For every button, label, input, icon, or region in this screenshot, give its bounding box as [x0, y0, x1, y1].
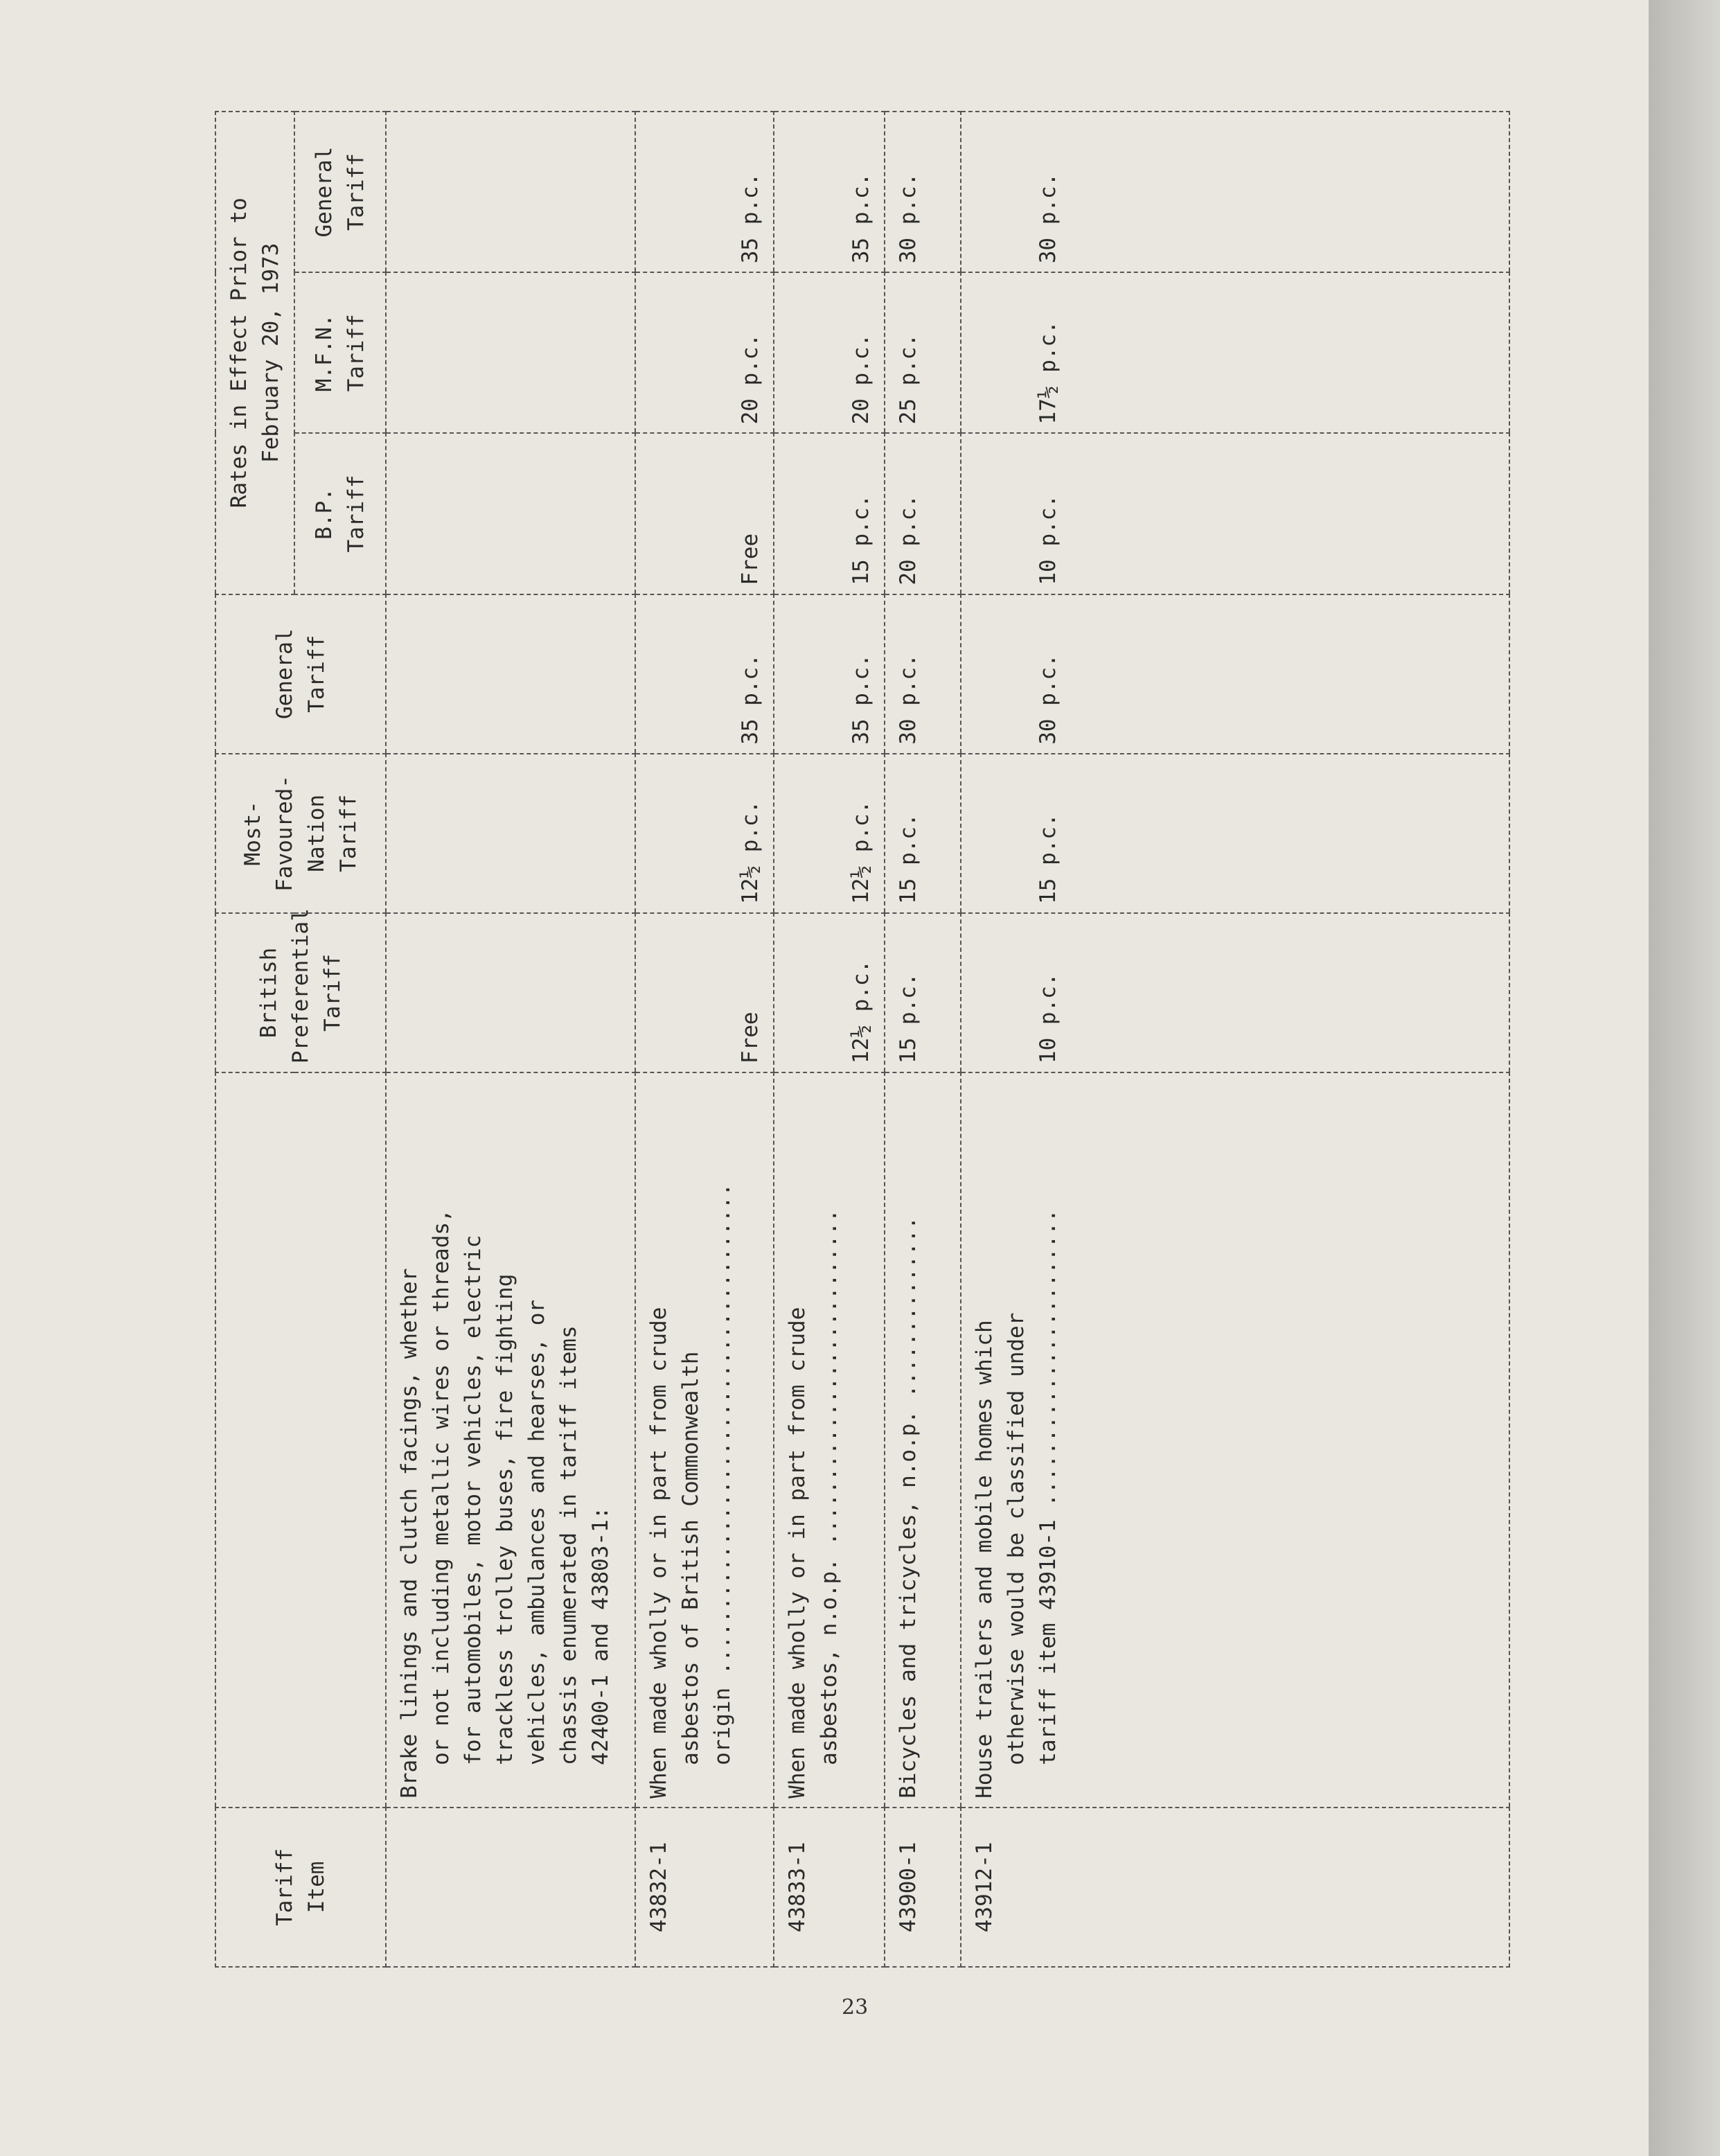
- description-line: Brake linings and clutch facings, whether: [397, 1268, 422, 1799]
- rate-general: 35 p.c.: [635, 594, 774, 754]
- description-line: asbestos, n.o.p. ..........................: [817, 1209, 842, 1765]
- rate-bp: Free: [635, 913, 774, 1072]
- description-line: asbestos of British Commonwealth: [678, 1351, 703, 1765]
- intro-item-cell: [386, 1808, 635, 1967]
- rate-general: 30 p.c.: [961, 594, 1509, 754]
- description-line: otherwise would be classified under: [1004, 1312, 1029, 1765]
- rate-prior-general: 35 p.c.: [774, 112, 885, 272]
- description-line: chassis enumerated in tariff items: [556, 1325, 581, 1765]
- header-bp-tariff: British Preferential Tariff: [215, 913, 386, 1072]
- row-description: [961, 1072, 1509, 1808]
- table-row: [774, 112, 885, 1967]
- tariff-item-number: 43832-1: [635, 1808, 774, 1967]
- description-line: for automobiles, motor vehicles, electric: [461, 1235, 486, 1765]
- table-row-intro: [386, 112, 635, 1967]
- rate-mfn: 15 p.c.: [961, 754, 1509, 913]
- tariff-table: [215, 111, 1510, 1968]
- tariff-item-number: 43833-1: [774, 1808, 885, 1967]
- description-line: House trailers and mobile homes which: [972, 1320, 997, 1799]
- description-line: origin ......................................: [710, 1183, 735, 1765]
- rate-prior-mfn: 20 p.c.: [635, 272, 774, 433]
- rate-mfn: 12½ p.c.: [774, 754, 885, 913]
- header-prior-rates-group: Rates in Effect Prior to February 20, 1973: [215, 112, 294, 594]
- row-description: [885, 1072, 961, 1808]
- rate-mfn: 15 p.c.: [885, 754, 961, 913]
- description-line: 42400-1 and 43803-1:: [588, 1506, 613, 1765]
- description-line: Bicycles and tricycles, n.o.p. ..............: [896, 1216, 921, 1799]
- tariff-item-number: 43900-1: [885, 1808, 961, 1967]
- row-description: [774, 1072, 885, 1808]
- description-line: vehicles, ambulances and hearses, or: [524, 1299, 549, 1765]
- intro-description: [386, 1072, 635, 1808]
- rate-prior-bp: 10 p.c.: [961, 433, 1509, 594]
- rate-prior-general: 30 p.c.: [961, 112, 1509, 272]
- description-line: tariff item 43910-1 .......................: [1036, 1209, 1061, 1765]
- rate-prior-bp: 15 p.c.: [774, 433, 885, 594]
- description-line: When made wholly or in part from crude: [785, 1307, 810, 1799]
- rate-prior-bp: Free: [635, 433, 774, 594]
- rate-mfn: 12½ p.c.: [635, 754, 774, 913]
- table-row: [961, 112, 1509, 1967]
- rate-prior-mfn: 25 p.c.: [885, 272, 961, 433]
- header-general-tariff: General Tariff: [215, 594, 386, 754]
- header-mfn-tariff: Most- Favoured- Nation Tariff: [215, 754, 386, 913]
- header-description: [215, 1072, 386, 1808]
- header-prior-general: General Tariff: [294, 112, 386, 272]
- rate-bp: 15 p.c.: [885, 913, 961, 1072]
- rate-prior-mfn: 20 p.c.: [774, 272, 885, 433]
- rate-general: 30 p.c.: [885, 594, 961, 754]
- description-line: or not including metallic wires or threads,: [429, 1209, 454, 1765]
- rotated-tariff-sheet: [187, 111, 1503, 1968]
- rate-prior-general: 30 p.c.: [885, 112, 961, 272]
- table-row: [885, 112, 961, 1967]
- rate-general: 35 p.c.: [774, 594, 885, 754]
- page-number: 23: [842, 1995, 869, 2020]
- rate-prior-bp: 20 p.c.: [885, 433, 961, 594]
- header-tariff-item: Tariff Item: [215, 1808, 386, 1967]
- description-line: When made wholly or in part from crude: [646, 1307, 671, 1799]
- rate-bp: 12½ p.c.: [774, 913, 885, 1072]
- rate-prior-general: 35 p.c.: [635, 112, 774, 272]
- page-edge-shadow: [1649, 0, 1720, 2156]
- row-description: [635, 1072, 774, 1808]
- description-line: trackless trolley buses, fire fighting: [493, 1273, 517, 1765]
- table-row: [635, 112, 774, 1967]
- header-prior-bp: B.P. Tariff: [294, 433, 386, 594]
- header-prior-mfn: M.F.N. Tariff: [294, 272, 386, 433]
- rate-prior-mfn: 17½ p.c.: [961, 272, 1509, 433]
- tariff-item-number: 43912-1: [961, 1808, 1509, 1967]
- rate-bp: 10 p.c.: [961, 913, 1509, 1072]
